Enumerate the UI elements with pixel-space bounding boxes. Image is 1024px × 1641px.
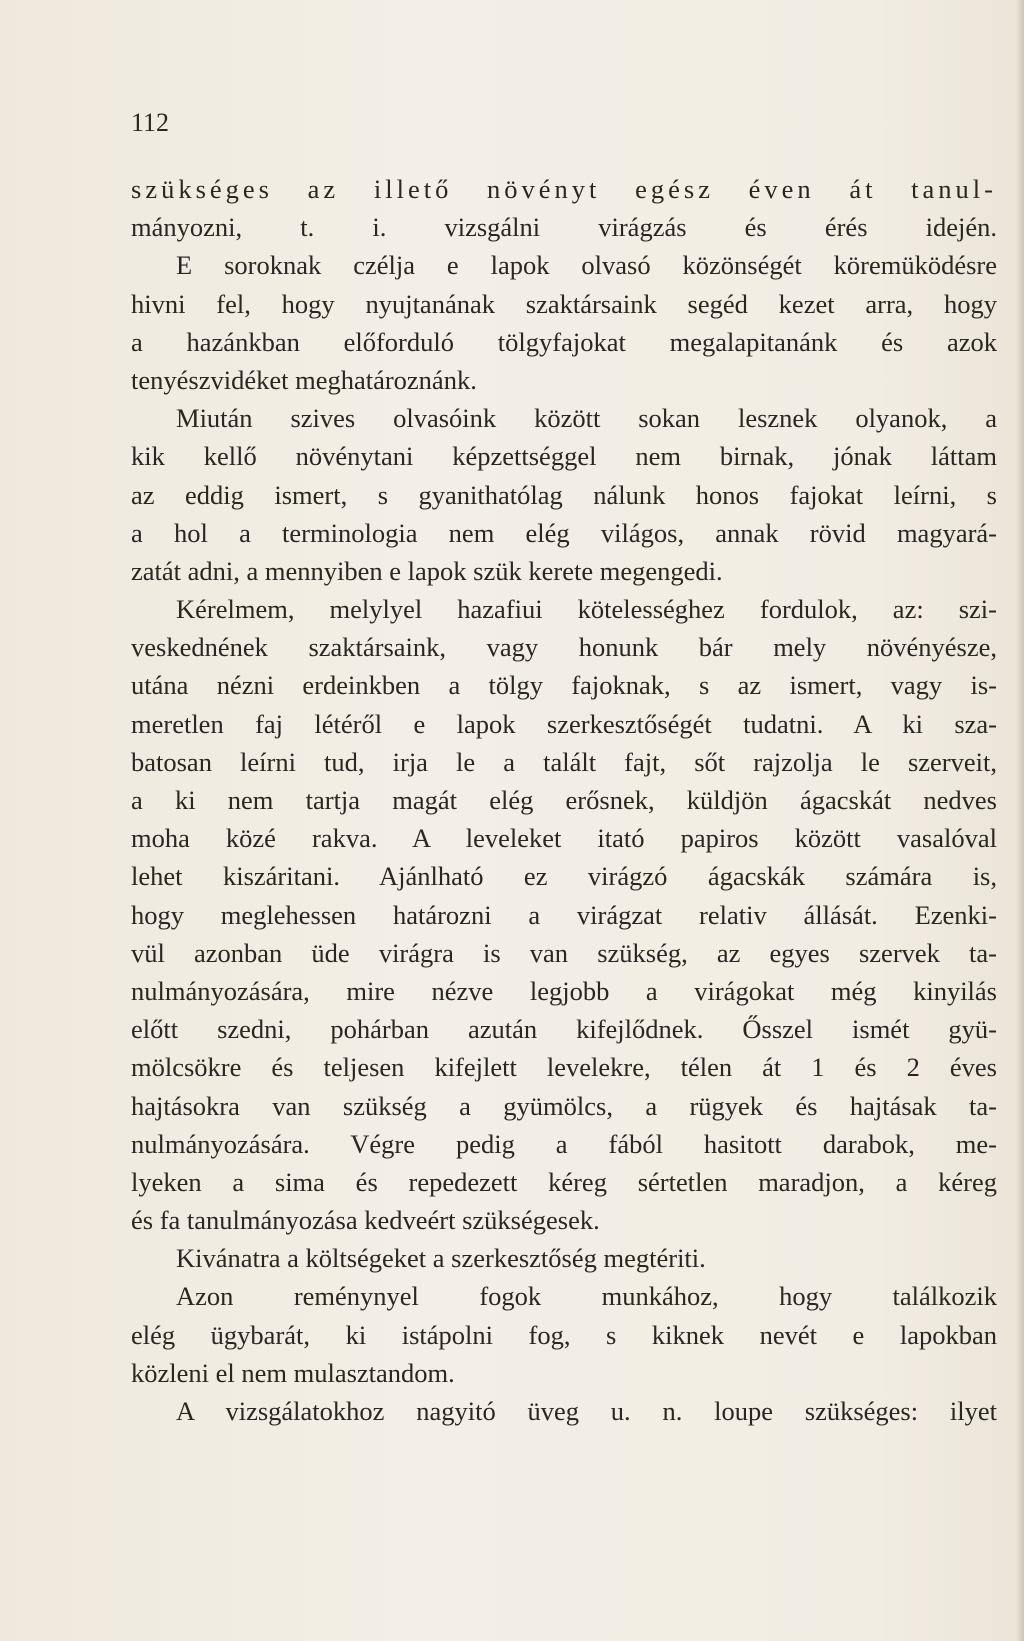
text-line: moha közé rakva. A leveleket itató papiros között vasalóval (131, 823, 997, 854)
text-line: hajtásokra van szükség a gyümölcs, a rügyek és hajtásak ta- (131, 1090, 997, 1121)
text-line: vül azonban üde virágra is van szükség, az egyes szervek ta- (131, 937, 997, 968)
text-line: Azon reménynyel fogok munkához, hogy találkozik (176, 1281, 997, 1312)
text-line: tenyészvidéket meghatároznánk. (131, 364, 477, 395)
text-line: lehet kiszáritani. Ajánlható ez virágzó ágacskák számára is, (131, 861, 997, 892)
text-line: Kivánatra a költségeket a szerkesztőség megtériti. (176, 1243, 706, 1274)
text-line: nulmányozására, mire nézve legjobb a virágokat még kinyilás (131, 975, 997, 1006)
text-line: szükséges az illető növényt egész éven át tanul- (131, 174, 997, 204)
text-line: kik kellő növénytani képzettséggel nem birnak, jónak láttam (131, 441, 997, 472)
text-line: mányozni, t. i. vizsgálni virágzás és érés idején. (131, 212, 997, 243)
text-line: utána nézni erdeinkben a tölgy fajoknak, s az ismert, vagy is- (131, 670, 997, 701)
text-line: a hol a terminologia nem elég világos, annak rövid magyará- (131, 517, 997, 548)
text-line: A vizsgálatokhoz nagyitó üveg u. n. loupe szükséges: ilyet (176, 1396, 997, 1426)
text-line: előtt szedni, pohárban azután kifejlődnek. Ősszel ismét gyü- (131, 1014, 997, 1045)
text-line: Miután szives olvasóink között sokan lesznek olyanok, a (176, 403, 997, 434)
text-line: a hazánkban előforduló tölgyfajokat megalapitanánk és azok (131, 326, 997, 357)
text-line: batosan leírni tud, irja le a talált fajt, sőt rajzolja le szerveit, (131, 746, 997, 777)
text-line: zatát adni, a mennyiben e lapok szük kerete megengedi. (131, 555, 723, 586)
text-line: mölcsökre és teljesen kifejlett levelekre, télen át 1 és 2 éves (131, 1052, 997, 1083)
text-line: közleni el nem mulasztandom. (131, 1357, 455, 1388)
text-line: hivni fel, hogy nyujtanának szaktársaink segéd kezet arra, hogy (131, 288, 997, 319)
text-line: és fa tanulmányozása kedveért szükségesek. (131, 1205, 600, 1236)
text-line: a ki nem tartja magát elég erősnek, küldjön ágacskát nedves (131, 785, 997, 815)
page-number: 112 (131, 108, 170, 137)
text-line: Kérelmem, melylyel hazafiui kötelességhez fordulok, az: szi- (176, 594, 997, 625)
body-text (131, 170, 997, 1430)
text-line: lyeken a sima és repedezett kéreg sértetlen maradjon, a kéreg (131, 1166, 997, 1197)
text-line: elég ügybarát, ki istápolni fog, s kiknek nevét e lapokban (131, 1319, 997, 1350)
text-line: hogy meglehessen határozni a virágzat relativ állását. Ezenki- (131, 899, 997, 930)
text-line: nulmányozására. Végre pedig a fából hasitott darabok, me- (131, 1128, 997, 1159)
text-line: E soroknak czélja e lapok olvasó közönségét köremüködésre (176, 250, 997, 281)
text-line: veskednének szaktársaink, vagy honunk bár mely növényésze, (131, 632, 997, 663)
page-edge-shadow (1016, 0, 1024, 1641)
text-line: az eddig ismert, s gyanithatólag nálunk honos fajokat leírni, s (131, 479, 997, 510)
text-line: meretlen faj létéről e lapok szerkesztőségét tudatni. A ki sza- (131, 708, 997, 739)
